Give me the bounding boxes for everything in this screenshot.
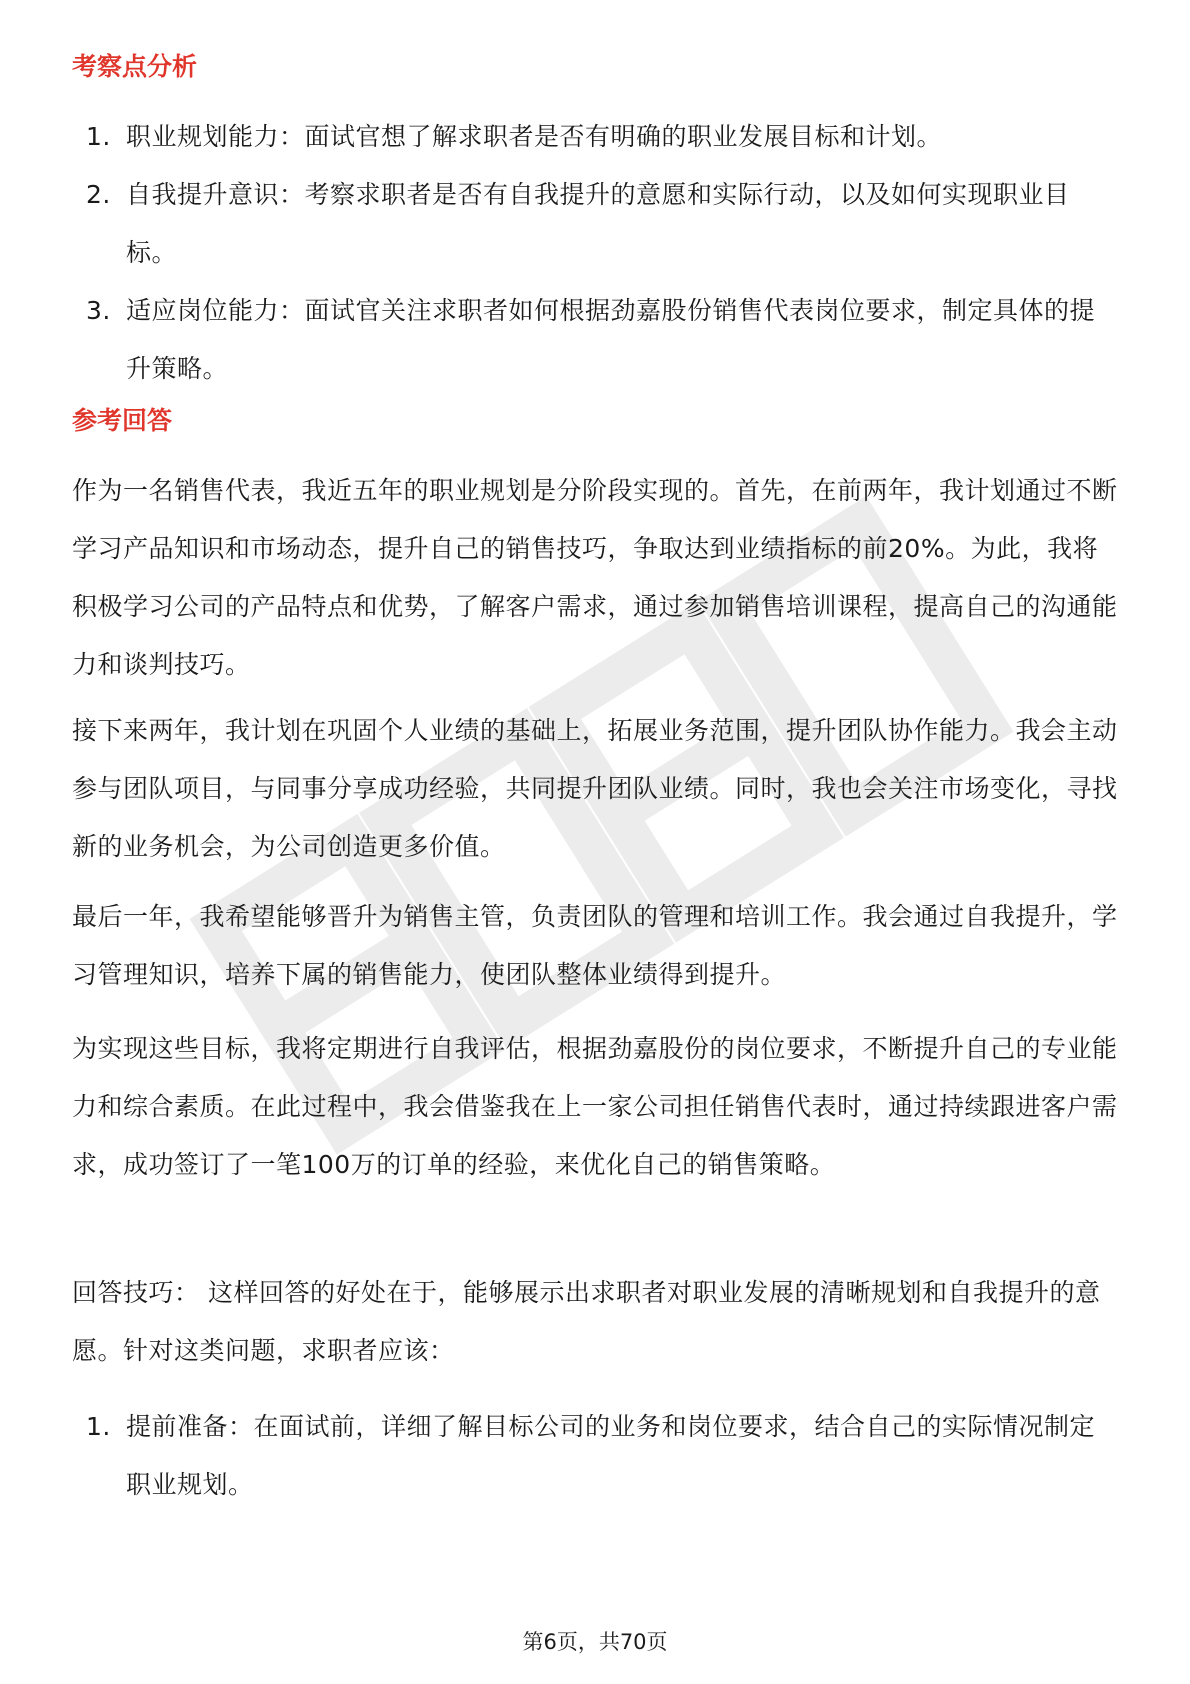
tips-paragraph: 回答技巧： 这样回答的好处在于，能够展示出求职者对职业发展的清晰规划和自我提升的意愿。针对这类问题，求职者应该：	[72, 1278, 1101, 1365]
list-item	[72, 282, 1118, 398]
list-item	[72, 108, 1118, 166]
answer-paragraph: 作为一名销售代表，我近五年的职业规划是分阶段实现的。首先，在前两年，我计划通过不断学习产品知识和市场动态，提升自己的销售技巧，争取达到业绩指标的前20%。为此，我将积极学习公司的产品特点和优势，了解客户需求，通过参加销售培训课程，提高自己的沟通能力和谈判技巧。	[72, 476, 1118, 679]
list-item	[72, 1398, 1118, 1514]
analysis-section-title: 考察点分析	[72, 52, 198, 81]
list-item-text: 自我提升意识：考察求职者是否有自我提升的意愿和实际行动，以及如何实现职业目标。	[126, 180, 1070, 267]
answer-paragraph: 为实现这些目标，我将定期进行自我评估，根据劲嘉股份的岗位要求，不断提升自己的专业能力和综合素质。在此过程中，我会借鉴我在上一家公司担任销售代表时，通过持续跟进客户需求，成功签订了一笔100万的订单的经验，来优化自己的销售策略。	[72, 1034, 1118, 1179]
list-item-number: 1.	[86, 122, 111, 151]
answer-section-title: 参考回答	[72, 406, 173, 435]
list-item	[72, 166, 1118, 282]
list-item-text: 职业规划能力：面试官想了解求职者是否有明确的职业发展目标和计划。	[126, 122, 943, 151]
list-item-text: 适应岗位能力：面试官关注求职者如何根据劲嘉股份销售代表岗位要求，制定具体的提升策略。	[126, 296, 1096, 383]
tips-list	[72, 1398, 1118, 1514]
answer-paragraph: 接下来两年，我计划在巩固个人业绩的基础上，拓展业务范围，提升团队协作能力。我会主动参与团队项目，与同事分享成功经验，共同提升团队业绩。同时，我也会关注市场变化，寻找新的业务机会，为公司创造更多价值。	[72, 716, 1118, 861]
list-item-number: 3.	[86, 296, 111, 325]
page-number-footer: 第6页，共70页	[522, 1630, 668, 1654]
list-item-text: 提前准备：在面试前，详细了解目标公司的业务和岗位要求，结合自己的实际情况制定职业规划。	[126, 1412, 1096, 1499]
analysis-list	[72, 108, 1118, 398]
list-item-number: 2.	[86, 180, 111, 209]
answer-paragraph: 最后一年，我希望能够晋升为销售主管，负责团队的管理和培训工作。我会通过自我提升，学习管理知识，培养下属的销售能力，使团队整体业绩得到提升。	[72, 902, 1118, 989]
list-item-number: 1.	[86, 1412, 111, 1441]
